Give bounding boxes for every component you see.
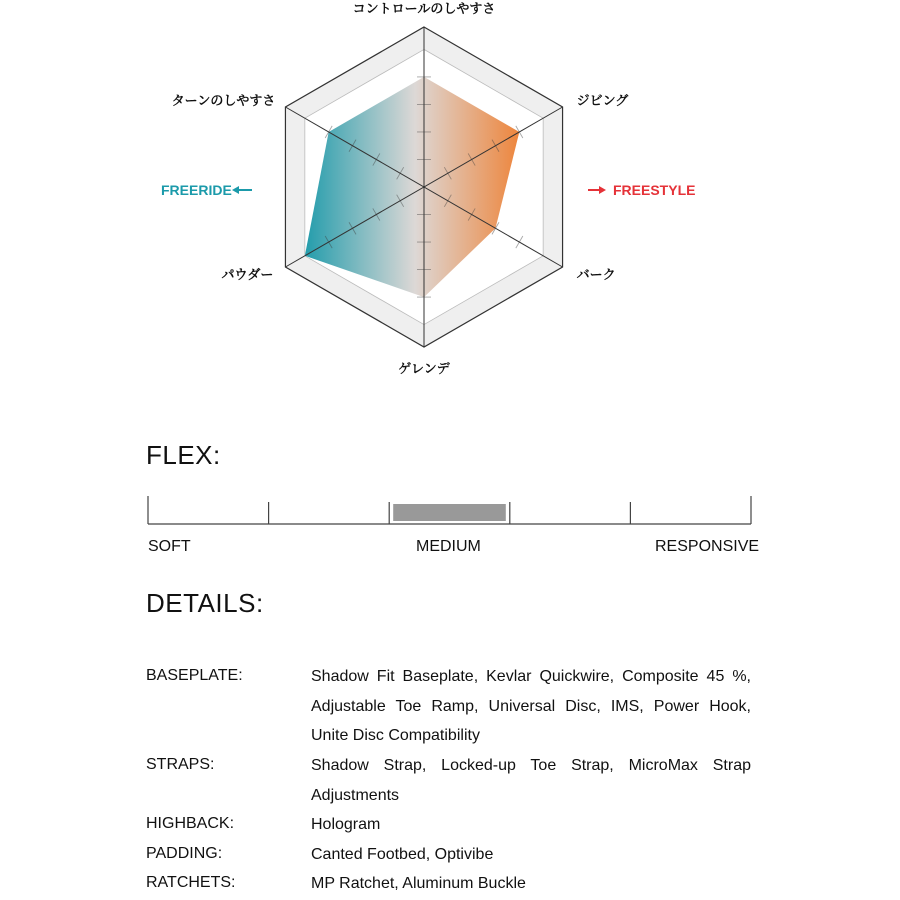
detail-line: Unite Disc Compatibility [311, 727, 480, 744]
freeride-label: FREERIDE [161, 182, 232, 198]
flex-title: FLEX: [146, 440, 221, 470]
freestyle-arrow-icon [588, 186, 606, 194]
detail-line: Canted Footbed, Optivibe [311, 846, 494, 863]
radar-axis-label: パウダー [221, 268, 274, 283]
flex-soft-label: SOFT [148, 538, 191, 555]
radar-axis-label: ターンのしやすさ [171, 94, 276, 109]
detail-line: Hologram [311, 816, 381, 833]
freeride-arrow-icon [232, 186, 252, 194]
radar-axis-label: ゲレンデ [398, 362, 450, 377]
radar-chart [0, 0, 900, 420]
radar-axis-label: ジビング [576, 94, 629, 109]
detail-line: Adjustable Toe Ramp, Universal Disc, IMS, Power Hook, [311, 697, 751, 715]
detail-key-padding: PADDING: [146, 845, 223, 862]
flex-responsive-label: RESPONSIVE [655, 538, 760, 555]
details-title: DETAILS: [146, 588, 264, 618]
radar-axis-label: バーク [576, 268, 616, 283]
detail-key-straps: STRAPS: [146, 756, 215, 773]
detail-value-highback [311, 810, 751, 840]
detail-line: Shadow Fit Baseplate, Kevlar Quickwire, Composite 45 %, [311, 668, 751, 685]
detail-line: Adjustments [311, 786, 400, 804]
detail-line: MP Ratchet, Aluminum Buckle [311, 875, 526, 892]
flex-medium-label: MEDIUM [416, 538, 481, 555]
flex-range-bar [393, 504, 506, 521]
detail-value-ratchets [311, 869, 751, 899]
detail-value-padding [311, 840, 751, 870]
detail-value-baseplate [311, 662, 751, 751]
detail-line: Shadow Strap, Locked-up Toe Strap, MicroMax Strap [311, 757, 751, 774]
detail-key-ratchets: RATCHETS: [146, 874, 236, 891]
freestyle-label: FREESTYLE [613, 182, 696, 198]
detail-key-baseplate: BASEPLATE: [146, 667, 243, 684]
detail-value-straps [311, 751, 751, 810]
radar-axis-label: コントロールのしやすさ [352, 2, 496, 17]
detail-key-highback: HIGHBACK: [146, 815, 235, 832]
flex-scale [0, 492, 900, 532]
